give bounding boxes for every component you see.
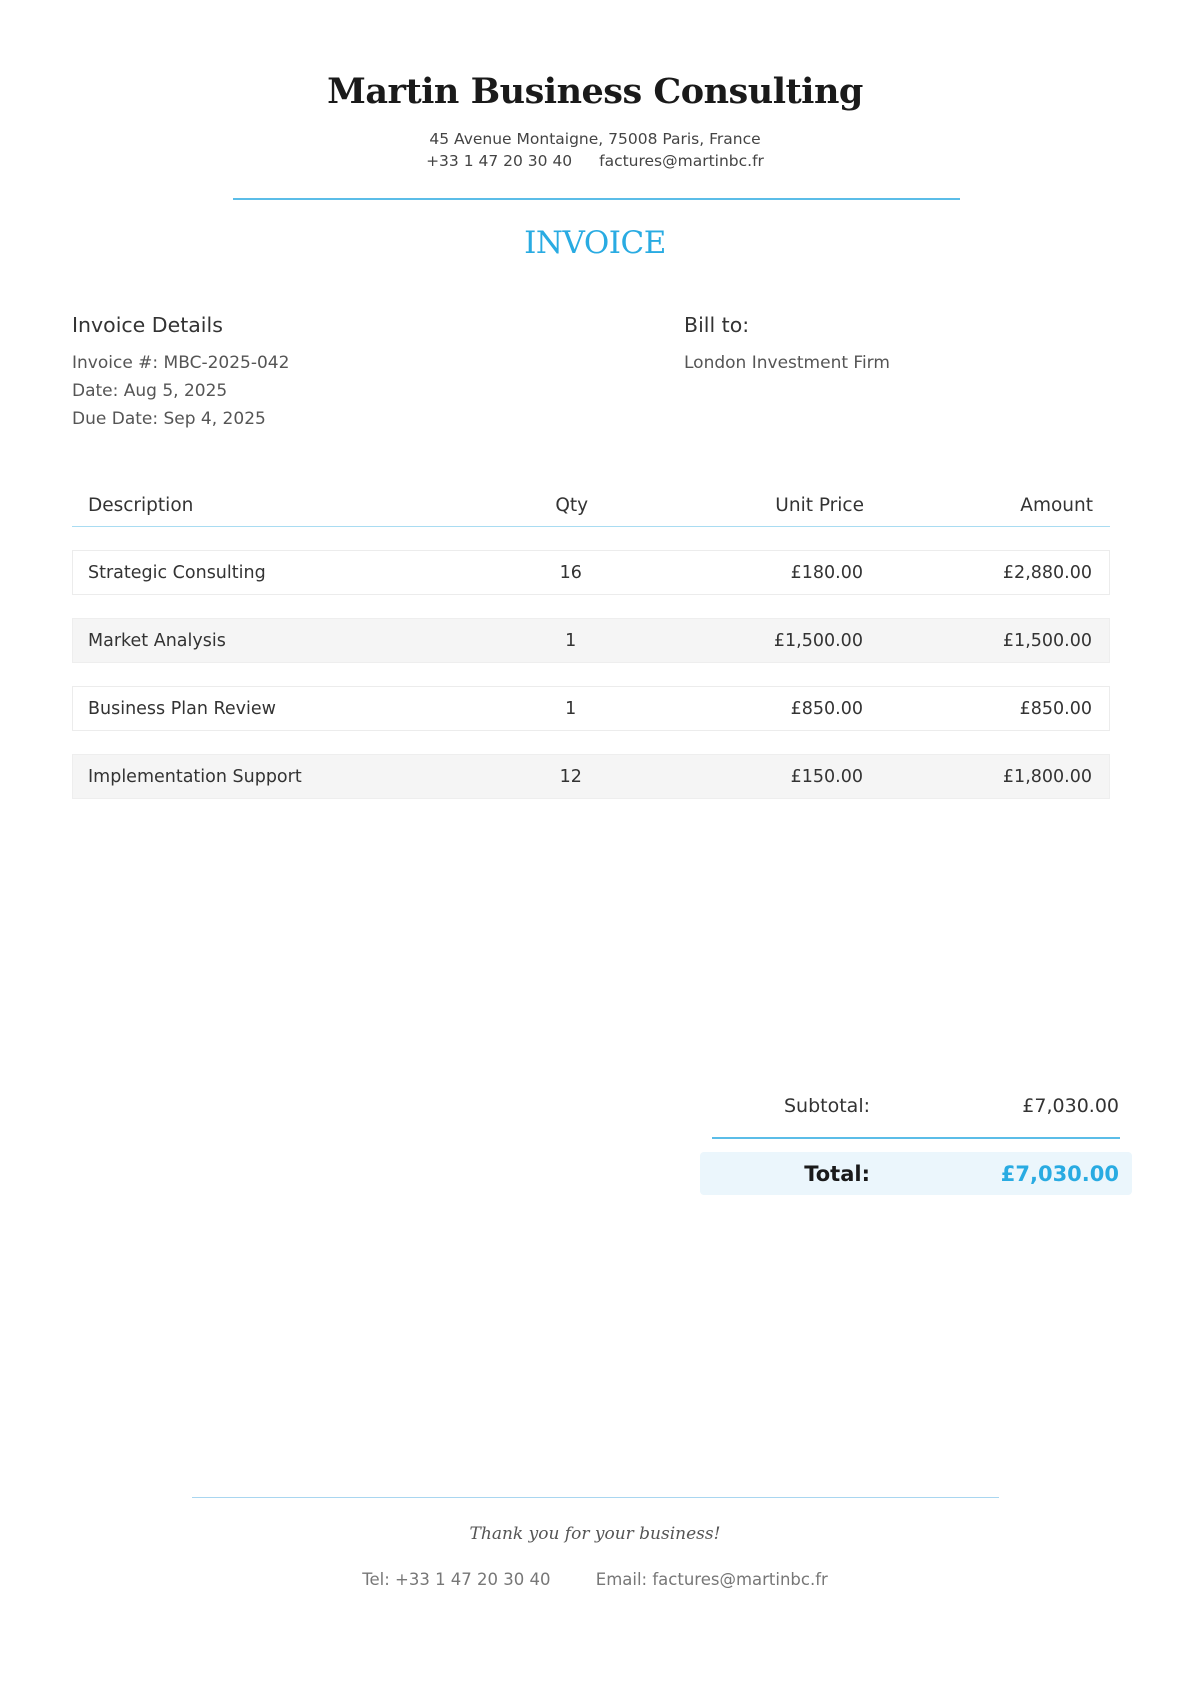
total-label: Total: <box>804 1161 870 1186</box>
invoice-number: Invoice #: MBC-2025-042 <box>72 353 290 373</box>
invoice-details <box>72 309 632 433</box>
row-amount: £850.00 <box>1019 698 1092 719</box>
table-row <box>72 550 1110 595</box>
row-qty: 12 <box>559 766 582 787</box>
row-description: Business Plan Review <box>88 698 276 719</box>
row-qty: 16 <box>559 562 582 583</box>
totals-divider <box>712 1137 1120 1139</box>
row-amount: £2,880.00 <box>1002 562 1092 583</box>
invoice-due-date: Due Date: Sep 4, 2025 <box>72 409 266 429</box>
company-contact-line <box>0 150 1190 172</box>
footer-tel: Tel: +33 1 47 20 30 40 <box>362 1570 551 1589</box>
header-qty: Qty <box>555 494 589 516</box>
table-row <box>72 686 1110 731</box>
row-description: Implementation Support <box>88 766 302 787</box>
footer-contacts <box>0 1568 1190 1592</box>
total-value: £7,030.00 <box>1000 1161 1119 1186</box>
row-description: Market Analysis <box>88 630 226 651</box>
table-row <box>72 754 1110 799</box>
company-email: factures@martinbc.fr <box>599 152 764 170</box>
company-phone: +33 1 47 20 30 40 <box>426 152 573 170</box>
header-divider <box>233 198 960 200</box>
thank-you-note: Thank you for your business! <box>469 1524 721 1544</box>
table-header <box>72 484 1110 527</box>
row-unit-price: £1,500.00 <box>773 630 863 651</box>
bill-to-heading: Bill to: <box>684 313 750 337</box>
line-items-table <box>72 484 1110 799</box>
header-unit-price: Unit Price <box>775 494 864 516</box>
row-qty: 1 <box>565 698 577 719</box>
header-amount: Amount <box>1020 494 1093 516</box>
bill-to-client: London Investment Firm <box>684 353 890 373</box>
row-unit-price: £150.00 <box>790 766 863 787</box>
subtotal-row <box>700 1088 1132 1124</box>
subtotal-label: Subtotal: <box>783 1095 870 1117</box>
bill-to <box>684 309 1104 377</box>
invoice-header <box>0 68 1190 172</box>
row-amount: £1,500.00 <box>1002 630 1092 651</box>
invoice-details-heading: Invoice Details <box>72 313 223 337</box>
row-unit-price: £180.00 <box>790 562 863 583</box>
footer-email: Email: factures@martinbc.fr <box>595 1570 828 1589</box>
totals-block <box>700 1088 1132 1195</box>
row-unit-price: £850.00 <box>790 698 863 719</box>
table-row <box>72 618 1110 663</box>
company-name: Martin Business Consulting <box>327 71 863 112</box>
footer-divider <box>192 1497 999 1498</box>
company-address: 45 Avenue Montaigne, 75008 Paris, France <box>429 130 761 148</box>
total-row <box>700 1152 1132 1195</box>
header-description: Description <box>88 494 194 516</box>
subtotal-value: £7,030.00 <box>1022 1095 1119 1117</box>
document-title: INVOICE <box>524 225 666 261</box>
row-qty: 1 <box>565 630 577 651</box>
row-amount: £1,800.00 <box>1002 766 1092 787</box>
invoice-date: Date: Aug 5, 2025 <box>72 381 228 401</box>
row-description: Strategic Consulting <box>88 562 266 583</box>
